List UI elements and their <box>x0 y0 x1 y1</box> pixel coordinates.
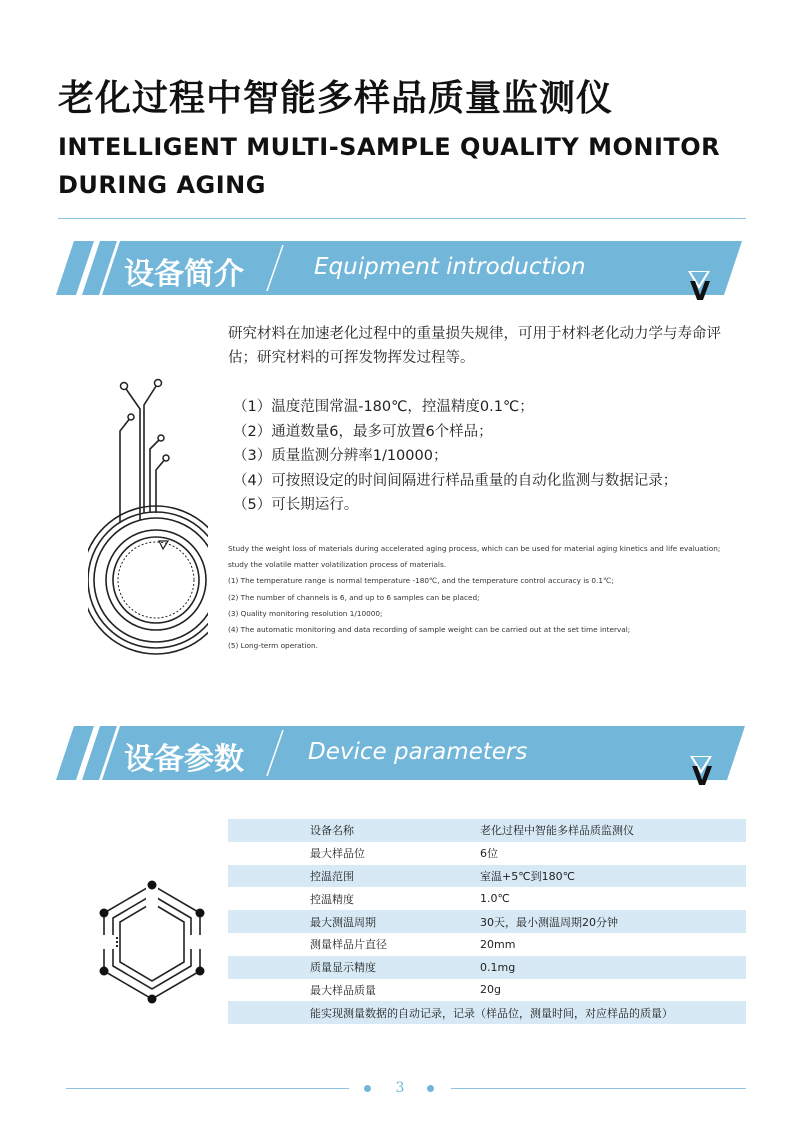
list-item: (4) The automatic monitoring and data recording of sample weight can be carried out at the set time interval; <box>228 625 631 635</box>
param-value: 0.1mg <box>480 956 746 979</box>
list-item: study the volatile matter volatilization process of materials. <box>228 560 447 570</box>
param-value: 1.0℃ <box>480 887 746 910</box>
footer-line-right <box>451 1088 746 1089</box>
intro-paragraph-cn: 研究材料在加速老化过程中的重量损失规律，可用于材料老化动力学与寿命评估；研究材料的可挥发物挥发过程等。 <box>228 326 721 366</box>
param-value: 30天，最小测温周期20分钟 <box>480 910 746 933</box>
list-item: （3）质量监测分辨率1/10000； <box>233 448 448 464</box>
table-row <box>228 979 746 1002</box>
list-item: (2) The number of channels is 6, and up to 6 samples can be placed; <box>228 592 480 602</box>
param-name: 质量显示精度 <box>228 956 480 979</box>
param-name: 设备名称 <box>228 819 480 842</box>
parameters-table <box>228 819 746 1024</box>
section-banner-parameters <box>0 726 800 826</box>
title-divider <box>58 218 746 219</box>
list-item: (5) Long-term operation. <box>228 641 318 651</box>
intro-paragraph-en <box>228 541 758 654</box>
param-name: 最大样品位 <box>228 842 480 865</box>
intro-feature-list-cn <box>233 395 753 518</box>
table-row <box>228 819 746 842</box>
list-item: （5）可长期运行。 <box>233 497 359 513</box>
page-title-english: INTELLIGENT MULTI-SAMPLE QUALITY MONITOR DURING AGING <box>58 133 721 199</box>
param-name: 最大样品质量 <box>228 979 480 1002</box>
table-row <box>228 910 746 933</box>
hexagon-icon <box>96 877 208 1007</box>
list-item: （1）温度范围常温-180℃，控温精度0.1℃； <box>233 399 534 415</box>
table-row <box>228 1001 746 1024</box>
section-title-cn: 设备参数 <box>124 742 244 777</box>
param-name: 测量样品片直径 <box>228 933 480 956</box>
param-value: 20g <box>480 979 746 1002</box>
footer-line-left <box>66 1088 349 1089</box>
param-name: 控温精度 <box>228 887 480 910</box>
param-value: 老化过程中智能多样品质监测仪 <box>480 819 746 842</box>
circuit-ring-icon <box>88 375 208 665</box>
list-item: (1) The temperature range is normal temperature -180℃, and the temperature control accuracy is 0.1℃; <box>228 576 614 586</box>
section-title-cn: 设备简介 <box>124 257 244 292</box>
param-name: 控温范围 <box>228 865 480 888</box>
list-item: (3) Quality monitoring resolution 1/10000; <box>228 608 383 618</box>
table-row <box>228 865 746 888</box>
param-value: 室温+5℃到180℃ <box>480 865 746 888</box>
param-note: 能实现测量数据的自动记录，记录（样品位，测量时间，对应样品的质量） <box>228 1001 746 1024</box>
table-row <box>228 956 746 979</box>
table-row <box>228 842 746 865</box>
list-item: （4）可按照设定的时间间隔进行样品重量的自动化监测与数据记录； <box>233 472 678 489</box>
param-value: 20mm <box>480 933 746 956</box>
footer-dot <box>427 1085 434 1092</box>
chevron-down-icon: V <box>692 762 713 792</box>
table-row <box>228 887 746 910</box>
param-name: 最大测温周期 <box>228 910 480 933</box>
list-item: （2）通道数量6，最多可放置6个样品； <box>233 423 493 440</box>
section-title-en: Equipment introduction <box>314 254 586 280</box>
page-title: 老化过程中智能多样品质量监测仪 <box>58 78 614 119</box>
page-number: 3 <box>395 1080 405 1096</box>
footer-dot <box>364 1085 371 1092</box>
list-item: Study the weight loss of materials during accelerated aging process, which can be used for material aging kinetics and life evaluation; <box>228 544 721 553</box>
chevron-down-icon: V <box>690 277 711 307</box>
section-title-en: Device parameters <box>308 739 528 765</box>
param-value: 6位 <box>480 842 746 865</box>
table-row <box>228 933 746 956</box>
